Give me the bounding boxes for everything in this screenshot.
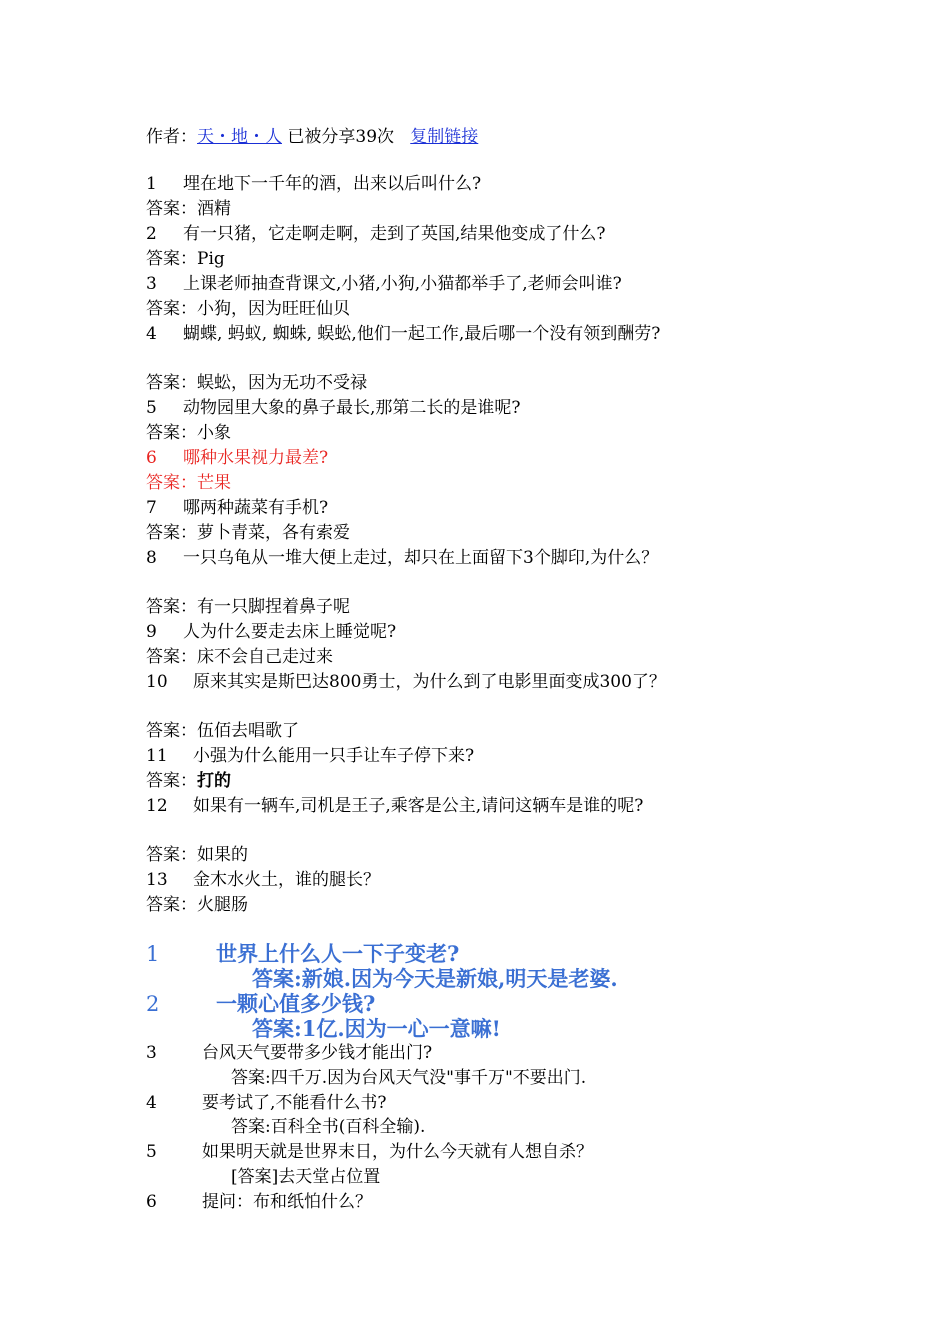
question-number: 8 (146, 548, 157, 568)
question-number: 6 (146, 1192, 157, 1212)
answer-line: 答案：有一只脚捏着鼻子呢 (146, 597, 350, 617)
big-question-line (146, 941, 459, 967)
question-line (146, 1140, 593, 1164)
question-text: 如果有一辆车,司机是王子,乘客是公主,请问这辆车是谁的呢? (193, 796, 644, 816)
question-line (146, 1041, 432, 1065)
question-text: 哪种水果视力最差? (183, 448, 329, 468)
question-number: 9 (146, 622, 157, 642)
question-text: 金木水火土，谁的腿长？ (193, 870, 380, 890)
answer-line: 答案：伍佰去唱歌了 (146, 721, 299, 741)
question-number: 12 (146, 796, 168, 816)
question-line (146, 794, 643, 818)
shared-count: 已被分享39次 (287, 127, 395, 147)
answer-line-highlighted: 答案：芒果 (146, 473, 231, 493)
big-question-text: 世界上什么人一下子变老? (216, 941, 460, 966)
answer-line: 答案：酒精 (146, 199, 231, 219)
question-number: 11 (146, 746, 168, 766)
question-line (146, 1190, 372, 1214)
answer-bold-text: 打的 (197, 771, 231, 791)
question-line (146, 496, 328, 520)
question-text: 一只乌龟从一堆大便上走过，却只在上面留下3个脚印,为什么？ (183, 548, 659, 568)
question-number: 13 (146, 870, 168, 890)
copy-link-button[interactable]: 复制链接 (410, 127, 479, 147)
answer-prefix: 答案： (146, 771, 197, 791)
question-line (146, 868, 380, 892)
answer-line: 答案:百科全书(百科全输). (231, 1117, 426, 1137)
question-text: 台风天气要带多少钱才能出门? (202, 1043, 433, 1063)
author-line (146, 125, 478, 149)
author-label: 作者： (146, 127, 197, 147)
answer-line (146, 769, 231, 793)
big-answer-line: 答案:1亿.因为一心一意嘛! (252, 1016, 501, 1041)
big-question-number: 2 (146, 992, 160, 1016)
question-number: 10 (146, 672, 168, 692)
question-text: 小强为什么能用一只手让车子停下来? (193, 746, 475, 766)
question-line (146, 396, 521, 420)
answer-line: 答案：床不会自己走过来 (146, 647, 333, 667)
question-line (146, 322, 660, 346)
question-text: 上课老师抽查背课文,小猪,小狗,小猫都举手了,老师会叫谁? (183, 274, 622, 294)
answer-line: [答案]去天堂占位置 (231, 1167, 381, 1187)
big-question-line (146, 991, 375, 1017)
question-line (146, 272, 622, 296)
question-number: 7 (146, 498, 157, 518)
question-text: 人为什么要走去床上睡觉呢? (183, 622, 397, 642)
question-number: 2 (146, 224, 157, 244)
answer-line: 答案：蜈蚣，因为无功不受禄 (146, 373, 367, 393)
big-question-text: 一颗心值多少钱? (216, 991, 376, 1016)
question-line (146, 172, 481, 196)
question-number: 3 (146, 1043, 157, 1063)
question-line (146, 546, 658, 570)
question-number: 4 (146, 1093, 157, 1113)
answer-line: 答案:四千万.因为台风天气没"事千万"不要出门. (231, 1068, 587, 1088)
question-number: 1 (146, 174, 157, 194)
answer-line: 答案：如果的 (146, 845, 248, 865)
question-text: 哪两种蔬菜有手机? (183, 498, 329, 518)
answer-line: 答案：小象 (146, 423, 231, 443)
question-number: 5 (146, 398, 157, 418)
question-line (146, 1091, 387, 1115)
question-line (146, 670, 666, 694)
question-text: 要考试了,不能看什么书? (202, 1093, 387, 1113)
question-text: 蝴蝶, 蚂蚁, 蜘蛛, 蜈蚣,他们一起工作,最后哪一个没有领到酬劳? (183, 324, 661, 344)
answer-line: 答案：火腿肠 (146, 895, 248, 915)
answer-line: 答案：萝卜青菜，各有索爱 (146, 523, 350, 543)
question-text: 原来其实是斯巴达800勇士，为什么到了电影里面变成300了？ (193, 672, 666, 692)
question-text: 动物园里大象的鼻子最长,那第二长的是谁呢? (183, 398, 521, 418)
answer-line: 答案：小狗，因为旺旺仙贝 (146, 299, 350, 319)
big-answer-line: 答案:新娘.因为今天是新娘,明天是老婆. (252, 966, 618, 991)
question-text: 有一只猪，它走啊走啊，走到了英国,结果他变成了什么? (183, 224, 606, 244)
big-question-number: 1 (146, 942, 160, 966)
question-text: 埋在地下一千年的酒，出来以后叫什么? (183, 174, 482, 194)
question-text: 提问：布和纸怕什么？ (202, 1192, 372, 1212)
author-link[interactable]: 天・地・人 (197, 127, 282, 147)
question-number: 4 (146, 324, 157, 344)
answer-line: 答案：Pig (146, 249, 225, 269)
question-line-highlighted (146, 446, 328, 470)
question-number: 3 (146, 274, 157, 294)
question-number: 6 (146, 448, 157, 468)
question-text: 如果明天就是世界末日，为什么今天就有人想自杀？ (202, 1142, 593, 1162)
question-line (146, 222, 606, 246)
question-line (146, 744, 474, 768)
question-number: 5 (146, 1142, 157, 1162)
question-line (146, 620, 396, 644)
